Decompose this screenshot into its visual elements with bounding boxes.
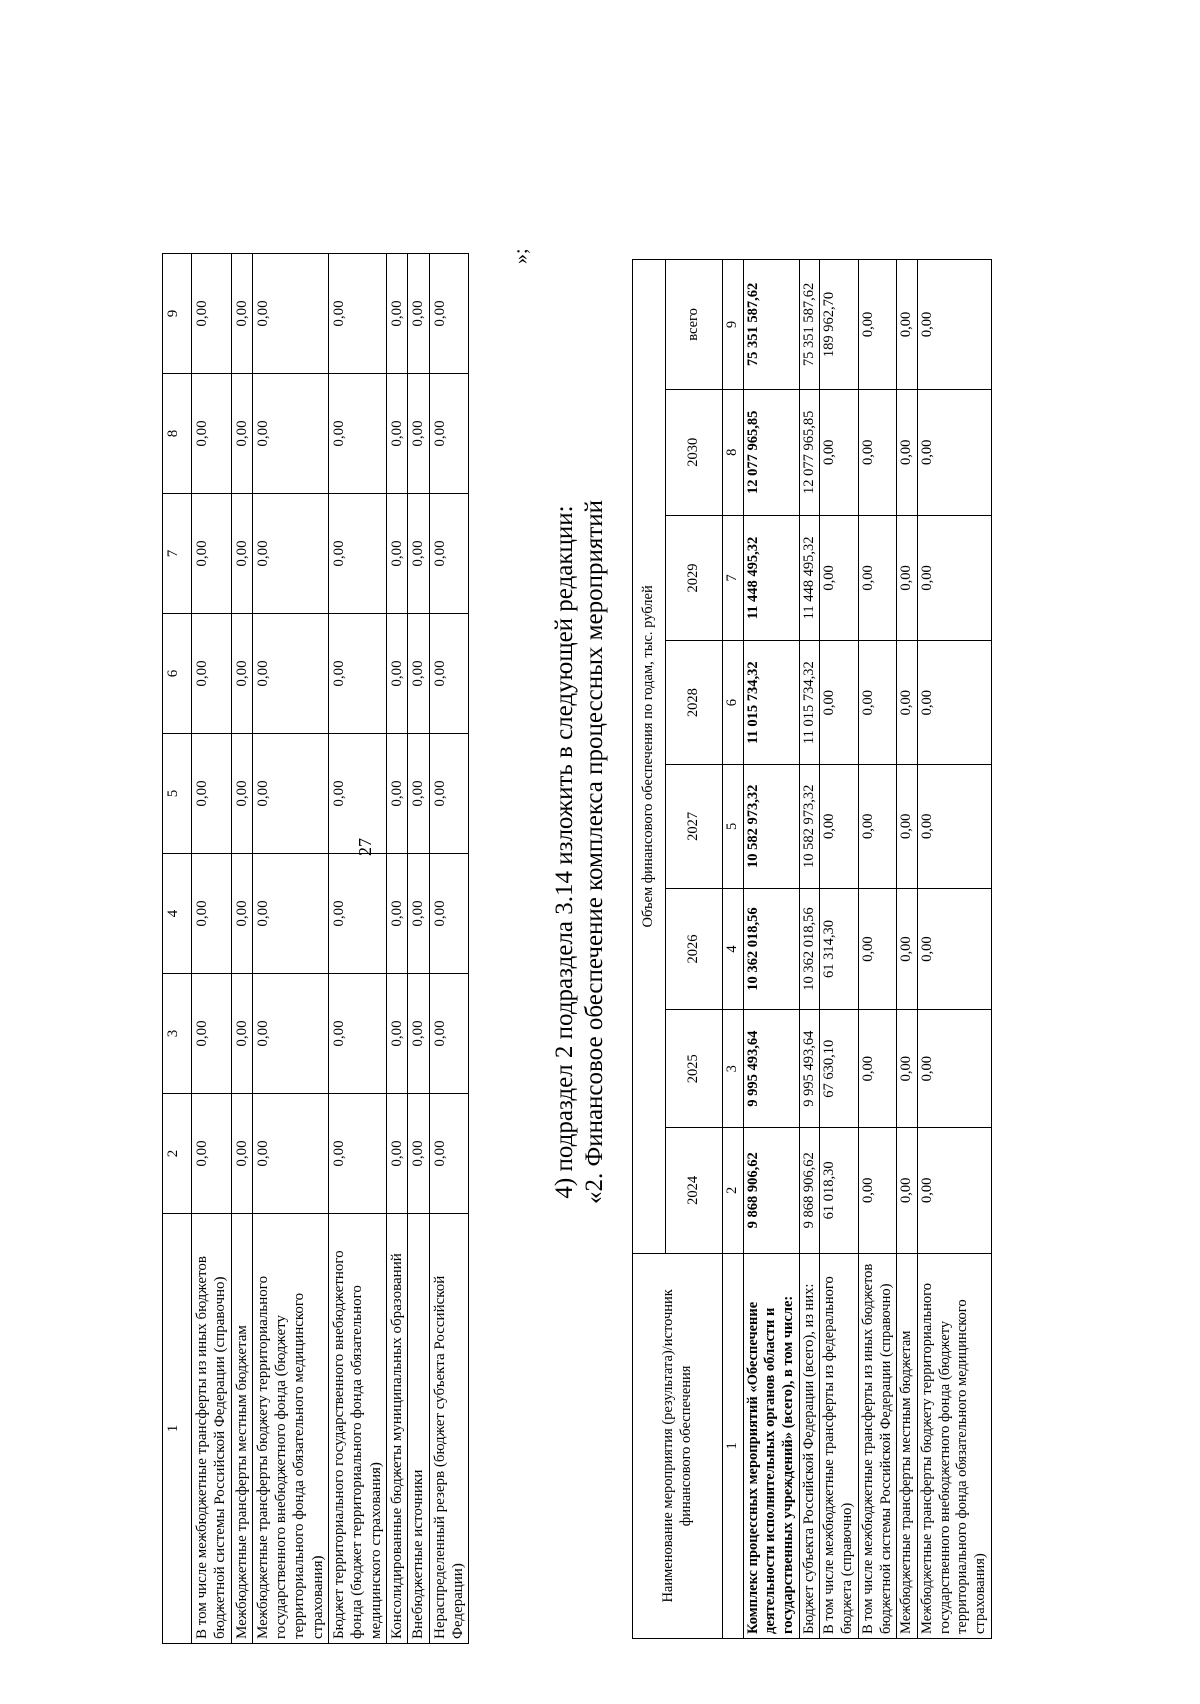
page-number: 27 <box>355 838 375 856</box>
cell-value: 0,00 <box>408 854 429 974</box>
cell-value: 0,00 <box>429 854 469 974</box>
cell-value: 9 868 906,62 <box>743 1127 799 1253</box>
year-header: 2026 <box>666 888 723 1010</box>
cell-value: 11 015 734,32 <box>799 641 820 765</box>
section-title: «2. Финансовое обеспечение комплекса процессных мероприятий <box>581 499 608 1205</box>
cell-value: 11 448 495,32 <box>799 515 820 641</box>
cell-value: 0,00 <box>408 614 429 734</box>
cell-value: 0,00 <box>858 1010 896 1128</box>
column-index: 5 <box>723 765 744 889</box>
cell-value: 0,00 <box>917 888 991 1010</box>
table-row <box>799 260 820 1639</box>
cell-value: 0,00 <box>386 494 407 614</box>
column-index: 1 <box>723 1253 744 1638</box>
name-column-header: Наименование мероприятия (результата)/источник финансового обеспечения <box>633 1253 723 1638</box>
header-row <box>633 260 666 1639</box>
cell-value: 0,00 <box>252 374 328 494</box>
table-row <box>408 254 429 1644</box>
cell-value: 0,00 <box>820 641 858 765</box>
cell-value: 0,00 <box>252 494 328 614</box>
column-index: 2 <box>723 1127 744 1253</box>
cell-value: 10 582 973,32 <box>743 765 799 889</box>
table-row <box>329 254 387 1644</box>
cell-value: 0,00 <box>386 614 407 734</box>
row-label: Межбюджетные трансферты бюджету территориального государственного внебюджетного фонда (бюджету территориального фонда обязательного медицинского страхования) <box>252 1214 328 1644</box>
cell-value: 0,00 <box>408 974 429 1094</box>
cell-value: 9 995 493,64 <box>743 1010 799 1128</box>
column-header: 6 <box>163 614 192 734</box>
row-label: Внебюджетные источники <box>408 1214 429 1644</box>
cell-value: 0,00 <box>329 614 387 734</box>
cell-value: 0,00 <box>917 765 991 889</box>
cell-value: 12 077 965,85 <box>799 389 820 515</box>
cell-value: 0,00 <box>252 734 328 854</box>
cell-value: 0,00 <box>429 494 469 614</box>
column-header: 5 <box>163 734 192 854</box>
closing-quote: »; <box>510 248 532 264</box>
column-header: 7 <box>163 494 192 614</box>
column-header: 4 <box>163 854 192 974</box>
cell-value: 10 582 973,32 <box>799 765 820 889</box>
cell-value: 9 995 493,64 <box>799 1010 820 1128</box>
cell-value: 0,00 <box>252 614 328 734</box>
table-row <box>386 254 407 1644</box>
column-index: 6 <box>723 641 744 765</box>
column-header: 8 <box>163 374 192 494</box>
cell-value: 0,00 <box>329 854 387 974</box>
cell-value: 0,00 <box>429 974 469 1094</box>
cell-value: 0,00 <box>408 374 429 494</box>
cell-value: 0,00 <box>429 614 469 734</box>
row-label: В том числе межбюджетные трансферты из иных бюджетов бюджетной системы Российской Федерации (справочно) <box>858 1253 896 1638</box>
cell-value: 0,00 <box>897 888 918 1010</box>
cell-value: 11 015 734,32 <box>743 641 799 765</box>
cell-value: 0,00 <box>329 734 387 854</box>
cell-value: 0,00 <box>858 260 896 390</box>
cell-value: 0,00 <box>858 1127 896 1253</box>
cell-value: 0,00 <box>897 1010 918 1128</box>
cell-value: 75 351 587,62 <box>799 260 820 390</box>
table-row <box>231 254 252 1644</box>
cell-value: 0,00 <box>917 1127 991 1253</box>
row-label: Межбюджетные трансферты бюджету территориального государственного внебюджетного фонда (бюджету территориального фонда обязательного медицинского страхования) <box>917 1253 991 1638</box>
cell-value: 0,00 <box>231 734 252 854</box>
table-row <box>897 260 918 1639</box>
cell-value: 10 362 018,56 <box>743 888 799 1010</box>
column-index: 7 <box>723 515 744 641</box>
cell-value: 0,00 <box>386 734 407 854</box>
table-row <box>917 260 991 1639</box>
cell-value: 10 362 018,56 <box>799 888 820 1010</box>
year-header: 2025 <box>666 1010 723 1128</box>
index-row <box>723 260 744 1639</box>
column-index: 9 <box>723 260 744 390</box>
year-header: 2024 <box>666 1127 723 1253</box>
cell-value: 0,00 <box>897 765 918 889</box>
year-header: 2028 <box>666 641 723 765</box>
cell-value: 0,00 <box>820 515 858 641</box>
year-header: 2029 <box>666 515 723 641</box>
column-index: 4 <box>723 888 744 1010</box>
cell-value: 0,00 <box>231 854 252 974</box>
cell-value: 0,00 <box>408 734 429 854</box>
cell-value: 0,00 <box>329 374 387 494</box>
cell-value: 0,00 <box>192 974 232 1094</box>
cell-value: 0,00 <box>858 389 896 515</box>
cell-value: 0,00 <box>917 641 991 765</box>
cell-value: 0,00 <box>329 494 387 614</box>
cell-value: 9 868 906,62 <box>799 1127 820 1253</box>
cell-value: 0,00 <box>858 641 896 765</box>
cell-value: 75 351 587,62 <box>743 260 799 390</box>
year-header: всего <box>666 260 723 390</box>
cell-value: 0,00 <box>897 1127 918 1253</box>
row-label: Бюджет территориального государственного внебюджетного фонда (бюджет территориального фонда обязательного медицинского страхования) <box>329 1214 387 1644</box>
cell-value: 61 018,30 <box>820 1127 858 1253</box>
row-label: Межбюджетные трансферты местным бюджетам <box>897 1253 918 1638</box>
cell-value: 0,00 <box>252 1094 328 1214</box>
row-label: В том числе межбюджетные трансферты из федерального бюджета (справочно) <box>820 1253 858 1638</box>
funding-table-continued <box>162 253 469 1644</box>
cell-value: 0,00 <box>252 854 328 974</box>
cell-value: 11 448 495,32 <box>743 515 799 641</box>
cell-value: 0,00 <box>192 854 232 974</box>
cell-value: 61 314,30 <box>820 888 858 1010</box>
table-row <box>192 254 232 1644</box>
cell-value: 0,00 <box>858 888 896 1010</box>
cell-value: 0,00 <box>897 515 918 641</box>
cell-value: 0,00 <box>329 1094 387 1214</box>
cell-value: 0,00 <box>917 260 991 390</box>
header-row <box>163 254 192 1644</box>
column-header: 2 <box>163 1094 192 1214</box>
column-index: 3 <box>723 1010 744 1128</box>
cell-value: 0,00 <box>192 374 232 494</box>
process-complex-funding-table <box>632 259 992 1639</box>
cell-value: 0,00 <box>329 974 387 1094</box>
table-row <box>252 254 328 1644</box>
year-header: 2027 <box>666 765 723 889</box>
cell-value: 0,00 <box>386 854 407 974</box>
cell-value: 0,00 <box>820 765 858 889</box>
cell-value: 67 630,10 <box>820 1010 858 1128</box>
cell-value: 0,00 <box>252 974 328 1094</box>
volume-header: Объем финансового обеспечения по годам, тыс. рублей <box>633 260 666 1254</box>
cell-value: 0,00 <box>386 974 407 1094</box>
cell-value: 0,00 <box>386 1094 407 1214</box>
cell-value: 0,00 <box>820 389 858 515</box>
cell-value: 0,00 <box>917 1010 991 1128</box>
row-label: В том числе межбюджетные трансферты из иных бюджетов бюджетной системы Российской Федерации (справочно) <box>192 1214 232 1644</box>
cell-value: 0,00 <box>386 254 407 374</box>
cell-value: 0,00 <box>408 254 429 374</box>
cell-value: 12 077 965,85 <box>743 389 799 515</box>
cell-value: 0,00 <box>858 515 896 641</box>
cell-value: 0,00 <box>192 494 232 614</box>
row-label: Комплекс процессных мероприятий «Обеспечение деятельности исполнительных органов области и государственных учреждений» (всего), в том числе: <box>743 1253 799 1638</box>
cell-value: 0,00 <box>192 734 232 854</box>
cell-value: 0,00 <box>231 254 252 374</box>
column-index: 8 <box>723 389 744 515</box>
table-row <box>429 254 469 1644</box>
cell-value: 0,00 <box>329 254 387 374</box>
cell-value: 0,00 <box>429 254 469 374</box>
cell-value: 0,00 <box>231 494 252 614</box>
cell-value: 0,00 <box>231 974 252 1094</box>
cell-value: 0,00 <box>192 254 232 374</box>
cell-value: 0,00 <box>897 260 918 390</box>
cell-value: 0,00 <box>408 1094 429 1214</box>
cell-value: 0,00 <box>192 1094 232 1214</box>
cell-value: 0,00 <box>429 374 469 494</box>
cell-value: 0,00 <box>917 389 991 515</box>
row-label: Межбюджетные трансферты местным бюджетам <box>231 1214 252 1644</box>
cell-value: 0,00 <box>231 374 252 494</box>
cell-value: 0,00 <box>386 374 407 494</box>
table-row <box>743 260 799 1639</box>
column-header: 9 <box>163 254 192 374</box>
cell-value: 0,00 <box>231 1094 252 1214</box>
cell-value: 0,00 <box>897 641 918 765</box>
cell-value: 0,00 <box>897 389 918 515</box>
cell-value: 0,00 <box>858 765 896 889</box>
amendment-heading: 4) подраздел 2 подраздела 3.14 изложить в следующей редакции: <box>551 505 578 1199</box>
row-label: Нераспределенный резерв (бюджет субъекта Российской Федерации) <box>429 1214 469 1644</box>
cell-value: 0,00 <box>408 494 429 614</box>
cell-value: 189 962,70 <box>820 260 858 390</box>
cell-value: 0,00 <box>917 515 991 641</box>
cell-value: 0,00 <box>429 734 469 854</box>
cell-value: 0,00 <box>252 254 328 374</box>
cell-value: 0,00 <box>231 614 252 734</box>
cell-value: 0,00 <box>429 1094 469 1214</box>
year-header: 2030 <box>666 389 723 515</box>
row-label: Консолидированные бюджеты муниципальных образований <box>386 1214 407 1644</box>
column-header: 1 <box>163 1214 192 1644</box>
cell-value: 0,00 <box>192 614 232 734</box>
row-label: Бюджет субъекта Российской Федерации (всего), из них: <box>799 1253 820 1638</box>
table-row <box>858 260 896 1639</box>
column-header: 3 <box>163 974 192 1094</box>
table-row <box>820 260 858 1639</box>
